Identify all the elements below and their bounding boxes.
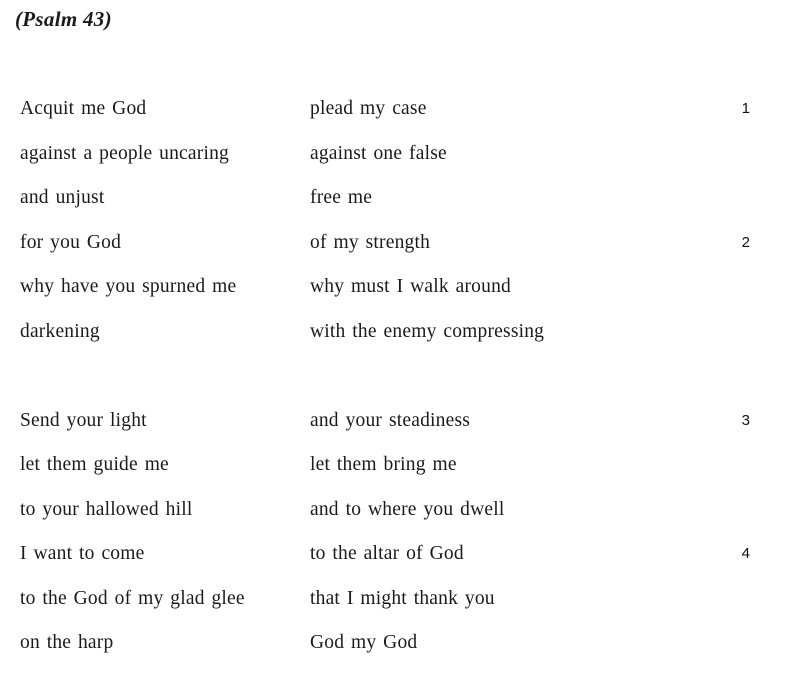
poem-line-right: free me [310,187,373,208]
poem-line-left: darkening [20,320,100,342]
verse-number: 3 [741,411,750,429]
poem-line-left: Send your light [20,409,147,431]
poem-line-right: of my strength [310,231,431,253]
verse-number: 4 [741,545,750,562]
poem-line-right: plead my case [310,98,427,119]
poem-line-right: God my God [310,632,418,653]
verse-number: 1 [741,100,750,117]
poem-row [0,540,800,568]
poem-row [0,140,800,168]
poem-line-left: against a people uncaring [20,142,229,164]
poem-line-right: with the enemy compressing [310,320,545,342]
poem-line-right: let them bring me [310,454,457,475]
page-title: (Psalm 43) [15,7,112,31]
poem-line-right: and to where you dwell [310,498,505,520]
poem-row [0,585,800,613]
poem-row [0,318,800,346]
poem-line-right: and your steadiness [310,409,471,431]
poem-line-left: why have you spurned me [20,276,237,297]
poem-row [0,362,800,390]
poem-line-left: for you God [20,231,122,253]
poem-line-left: to the God of my glad glee [20,587,245,609]
verse-number: 2 [741,233,750,251]
poem-line-left: and unjust [20,187,105,208]
poem-line-right: that I might thank you [310,587,495,609]
poem-line-left: to your hallowed hill [20,498,193,520]
poem-row [0,273,800,301]
poem-line-left: Acquit me God [20,98,147,119]
poem-row [0,407,800,435]
poem-row [0,95,800,123]
poem-row [0,229,800,257]
poem-line-left: let them guide me [20,454,169,475]
poem-line-right: to the altar of God [310,543,464,564]
poem-line-right: against one false [310,142,447,164]
poem-row [0,629,800,657]
poem-line-left: on the harp [20,632,114,653]
poem-row [0,184,800,212]
poem-row [0,451,800,479]
poem-line-right: why must I walk around [310,276,511,297]
poem-row [0,496,800,524]
poem-line-left: I want to come [20,543,145,564]
